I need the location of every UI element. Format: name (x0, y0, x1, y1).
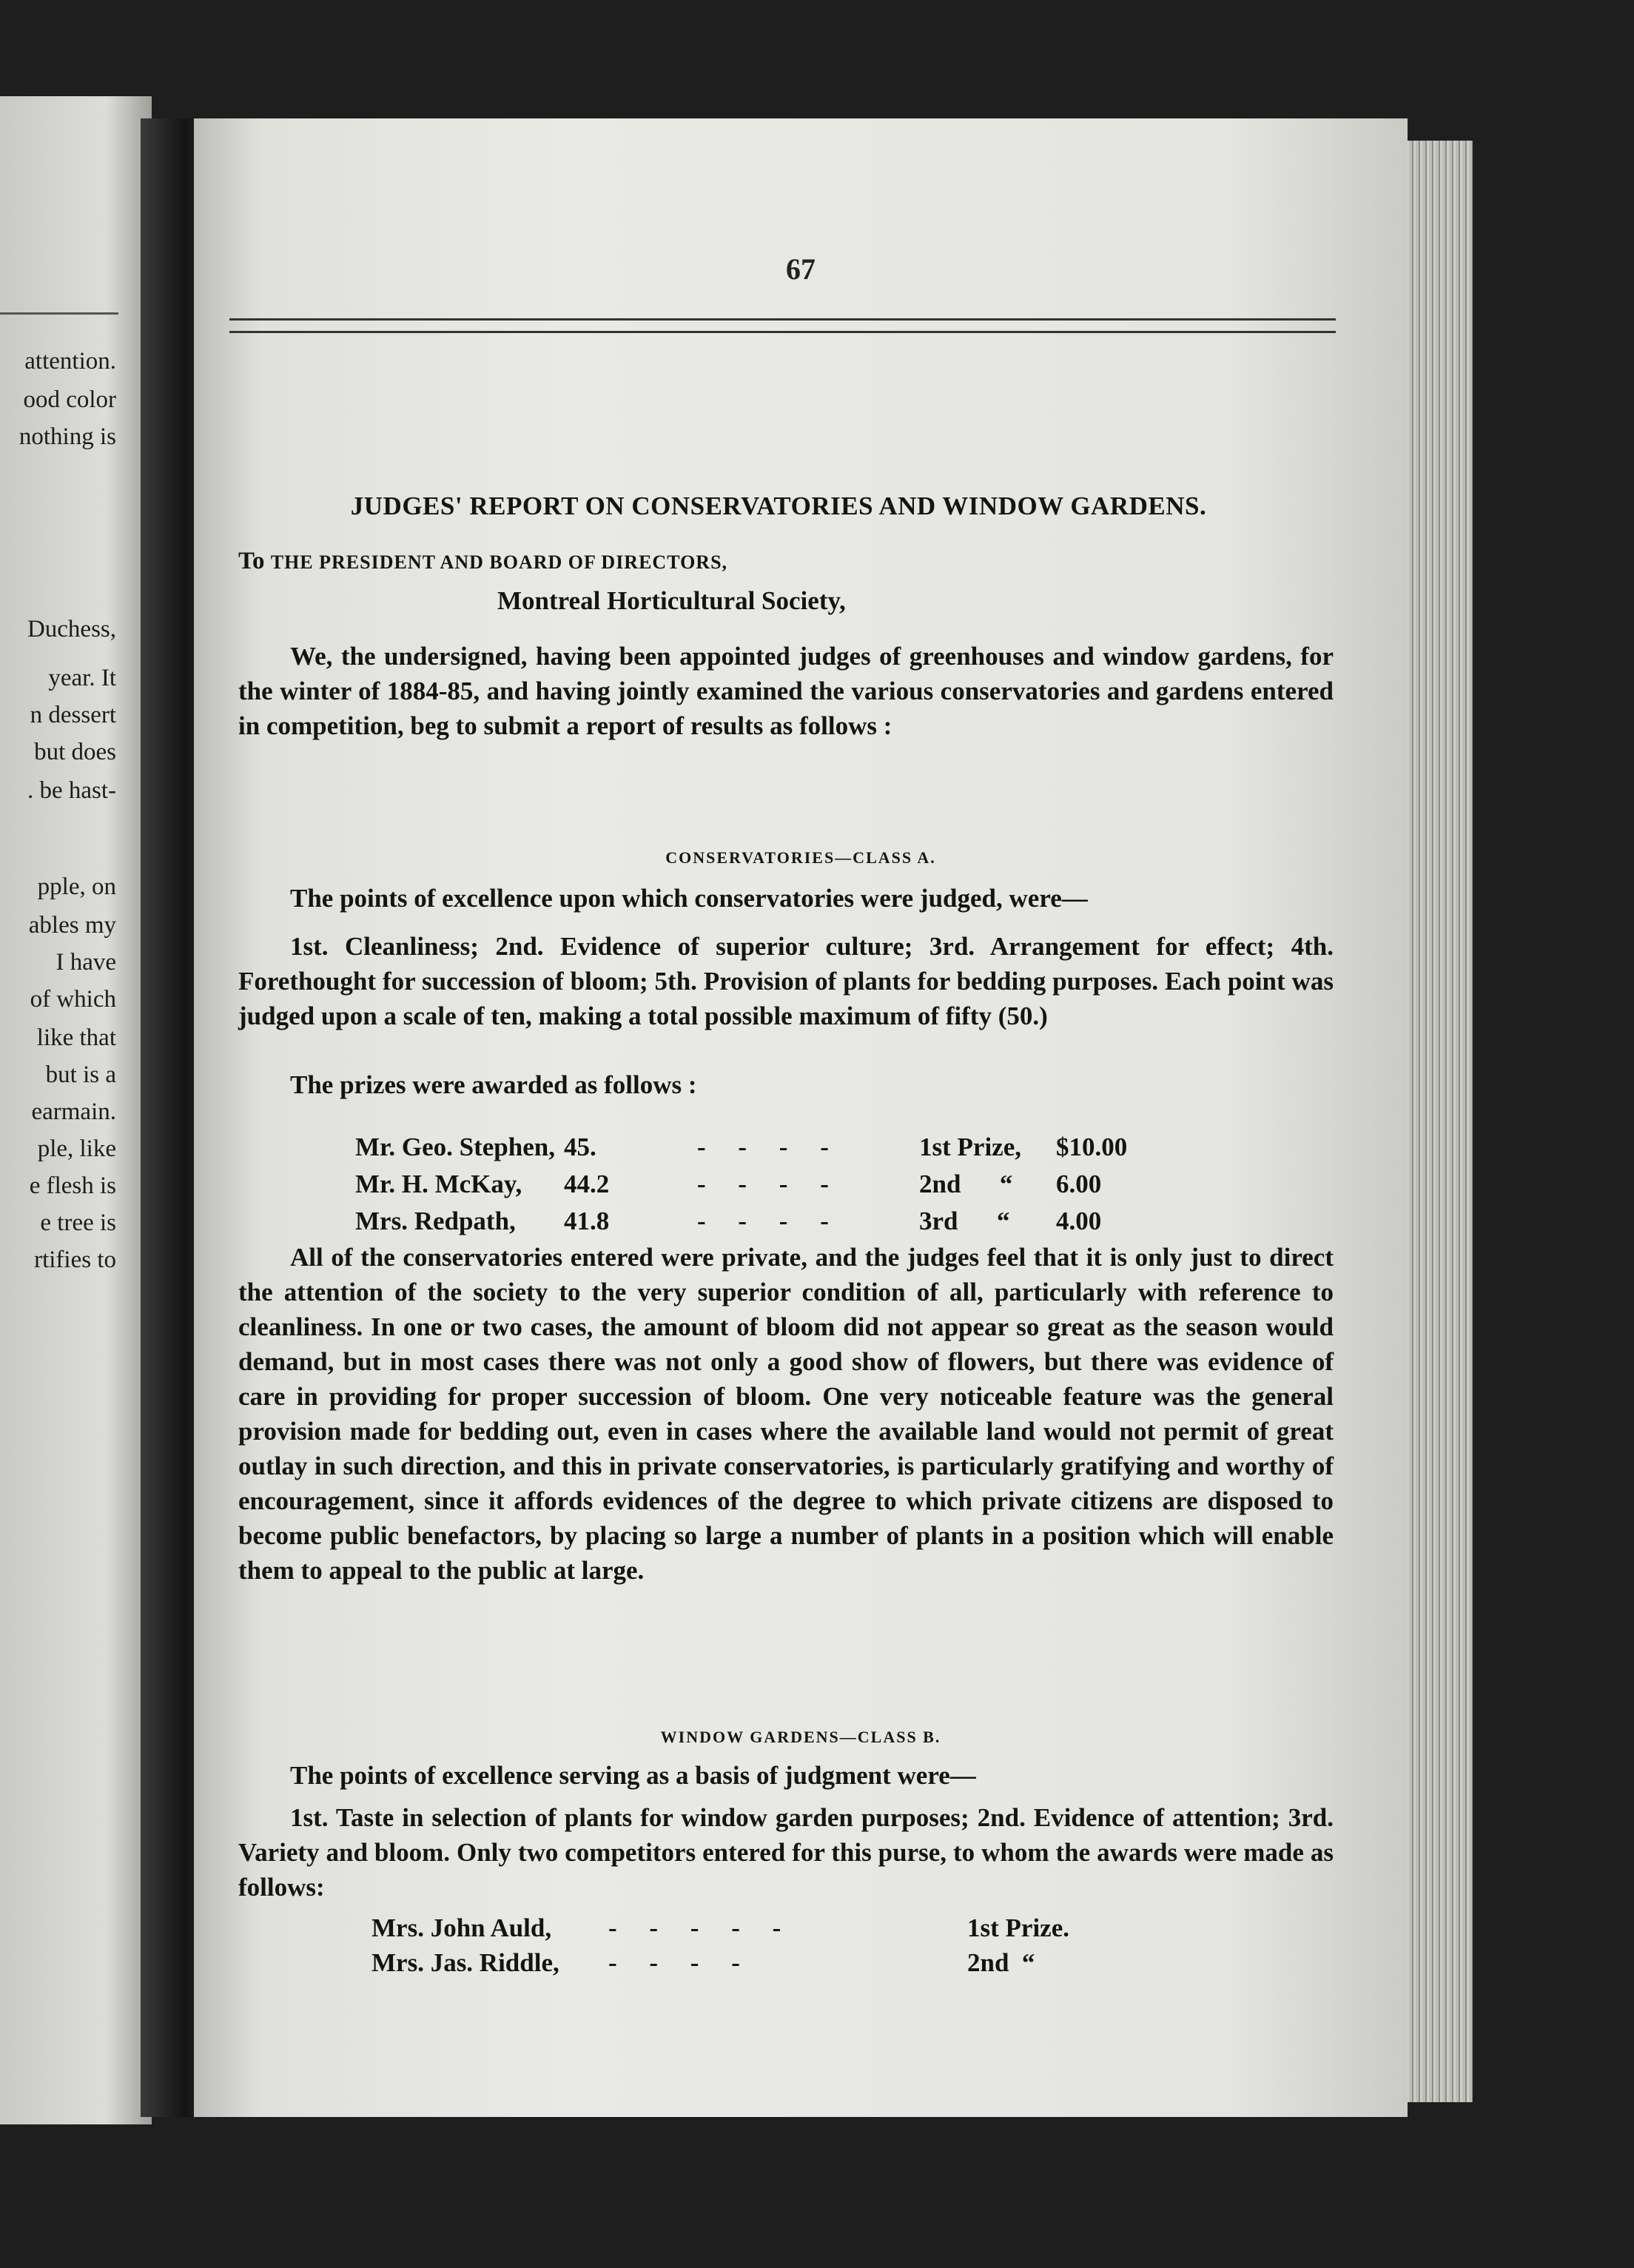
salutation-to: To (238, 548, 265, 574)
prize-place: 2nd “ (919, 1170, 1013, 1198)
class-a-criteria-intro: The points of excellence upon which conservatories were judged, were— (290, 884, 1088, 913)
page-number: 67 (786, 252, 816, 286)
previous-page-line: I have (56, 949, 116, 976)
intro-paragraph: We, the undersigned, having been appointed judges of greenhouses and window gardens, for the winter of 1884-85, and having jointly examined the various conservatories and gardens entered in competition, beg to submit a report of results as follows : (238, 642, 1334, 740)
page-edges (1402, 141, 1473, 2102)
class-a-criteria: 1st. Cleanliness; 2nd. Evidence of superior culture; 3rd. Arrangement for effect; 4th. Forethought for succession of bloom; 5th. Provision of plants for bedding purposes. Each point was judged upon a scale of ten, making a total possible maximum of fifty (50.) (238, 932, 1334, 1030)
previous-page-line: n dessert (30, 702, 116, 728)
prize-name: Mrs. Jas. Riddle, (371, 1948, 559, 1977)
prize-amount: $10.00 (1056, 1133, 1128, 1161)
prize-dashes: - - - - - (608, 1913, 781, 1942)
previous-page-line: pple, on (37, 873, 116, 900)
prize-place: 1st Prize, (919, 1133, 1021, 1161)
prize-score: 41.8 (564, 1207, 610, 1235)
prize-score: 44.2 (564, 1170, 610, 1198)
report-title: JUDGES' REPORT ON CONSERVATORIES AND WINDOW GARDENS. (350, 491, 1207, 520)
previous-page-line: e tree is (40, 1210, 116, 1236)
salutation (238, 544, 1334, 580)
prize-amount: 6.00 (1056, 1170, 1102, 1198)
prize-dashes: - - - - (608, 1948, 740, 1977)
prize-dashes: - - - - (697, 1207, 829, 1235)
previous-page-line: ood color (23, 386, 116, 413)
previous-page-line: e flesh is (29, 1172, 116, 1199)
previous-page-line: attention. (24, 348, 116, 375)
prize-amount: 4.00 (1056, 1207, 1102, 1235)
class-a-prizes-intro: The prizes were awarded as follows : (290, 1070, 697, 1099)
previous-page-line: ables my (28, 912, 116, 939)
prize-place: 2nd “ (967, 1948, 1035, 1977)
section-heading-class-a: CONSERVATORIES—CLASS A. (665, 848, 936, 867)
previous-page-rule (0, 312, 118, 315)
previous-page-line: but does (34, 739, 116, 765)
class-b-criteria: 1st. Taste in selection of plants for window garden purposes; 2nd. Evidence of attention; 3rd. Variety and bloom. Only two competitors entered for this purse, to whom the awards were made as follows: (238, 1803, 1334, 1902)
previous-page-line: year. It (48, 665, 116, 691)
page (194, 118, 1408, 2117)
prize-name: Mrs. John Auld, (371, 1913, 552, 1942)
previous-page-line: of which (30, 986, 116, 1013)
section-heading-class-b: WINDOW GARDENS—CLASS B. (660, 1728, 941, 1746)
prize-dashes: - - - - (697, 1133, 829, 1161)
salutation-addressee: THE PRESIDENT AND BOARD OF DIRECTORS, (270, 551, 728, 573)
previous-page-line: earmain. (31, 1098, 116, 1125)
previous-page-line: rtifies to (34, 1247, 116, 1273)
previous-page-line: nothing is (19, 423, 116, 450)
prize-name: Mr. Geo. Stephen, (355, 1133, 555, 1161)
prize-dashes: - - - - (697, 1170, 829, 1198)
class-a-remarks: All of the conservatories entered were private, and the judges feel that it is only just to direct the attention of the society to the very superior condition of all, particularly with reference to cleanliness. In one or two cases, the amount of bloom did not appear so great as the season would demand, but in most cases there was not only a good show of flowers, but there was evidence of care in providing for proper succession of bloom. One very noticeable feature was the general provision made for bedding out, even in cases where the available land would not permit of great outlay in such direction, and this in private conservatories, is particularly gratifying and worthy of encouragement, since it affords evidences of the degree to which private citizens are disposed to become public benefactors, by placing so large a number of plants in a position which will enable them to appeal to the public at large. (238, 1243, 1334, 1585)
prize-score: 45. (564, 1133, 596, 1161)
prize-name: Mr. H. McKay, (355, 1170, 522, 1198)
previous-page-line: like that (36, 1024, 116, 1051)
previous-page-line: Duchess, (27, 616, 116, 643)
prize-place: 1st Prize. (967, 1913, 1069, 1942)
prize-place: 3rd “ (919, 1207, 1010, 1235)
society-name: Montreal Horticultural Society, (497, 586, 846, 615)
header-double-rule (229, 318, 1336, 333)
previous-page-line: but is a (45, 1061, 116, 1088)
prize-name: Mrs. Redpath, (355, 1207, 516, 1235)
previous-page-line: ple, like (37, 1135, 116, 1162)
class-b-criteria-intro: The points of excellence serving as a basis of judgment were— (290, 1761, 976, 1790)
previous-page-fragment (0, 96, 152, 2124)
previous-page-line: . be hast- (27, 777, 116, 804)
